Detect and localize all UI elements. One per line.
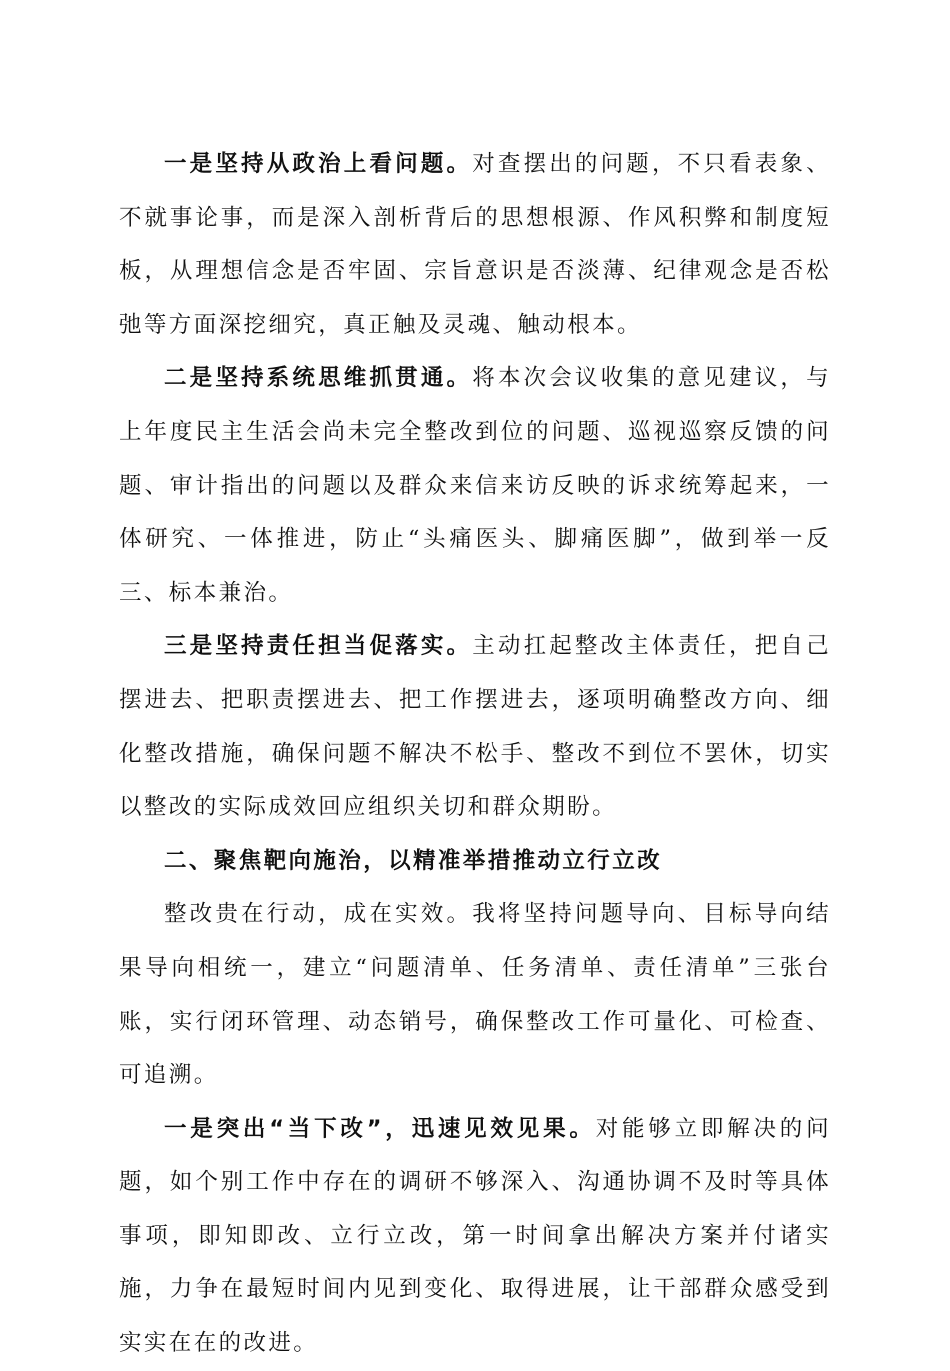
paragraph-responsibility	[119, 620, 831, 834]
paragraph-text: 将本次会议收集的意见建议，与上年度民主生活会尚未完全整改到位的问题、巡视巡察反馈的问题、审计指出的问题以及群众来信来访反映的诉求统筹起来，一体研究、一体推进，防止“头痛医头、脚痛医脚”，做到举一反三、标本兼治。	[119, 365, 831, 606]
paragraph-lead: 一是坚持从政治上看问题。	[164, 151, 473, 177]
paragraph-text: 对查摆出的问题，不只看表象、不就事论事，而是深入剖析背后的思想根源、作风积弊和制度短板，从理想信念是否牢固、宗旨意识是否淡薄、纪律观念是否松弛等方面深挖细究，真正触及灵魂、触动根本。	[119, 151, 831, 338]
paragraph-lead: 三是坚持责任担当促落实。	[164, 633, 473, 660]
paragraph-systems-thinking	[119, 352, 831, 620]
section-heading: 二、聚焦靶向施治，以精准举措推动立行立改	[164, 847, 663, 874]
paragraph-immediate-rectification	[119, 1103, 831, 1371]
paragraph-lead: 一是突出“当下改”，迅速见效见果。	[164, 1115, 596, 1142]
document-body	[119, 138, 831, 1371]
paragraph-lead: 二是坚持系统思维抓贯通。	[164, 365, 473, 392]
paragraph-politics	[119, 138, 831, 352]
paragraph-intro: 整改贵在行动，成在实效。我将坚持问题导向、目标导向结果导向相统一，建立“问题清单、任务清单、责任清单”三张台账，实行闭环管理、动态销号，确保整改工作可量化、可检查、可追溯。	[119, 901, 831, 1089]
paragraph-text: 主动扛起整改主体责任，把自己摆进去、把职责摆进去、把工作摆进去，逐项明确整改方向、细化整改措施，确保问题不解决不松手、整改不到位不罢休，切实以整改的实际成效回应组织关切和群众期盼。	[119, 633, 831, 821]
paragraph-text: 对能够立即解决的问题，如个别工作中存在的调研不够深入、沟通协调不及时等具体事项，即知即改、立行立改，第一时间拿出解决方案并付诸实施，力争在最短时间内见到变化、取得进展，让干部群众感受到实实在在的改进。	[119, 1115, 831, 1357]
